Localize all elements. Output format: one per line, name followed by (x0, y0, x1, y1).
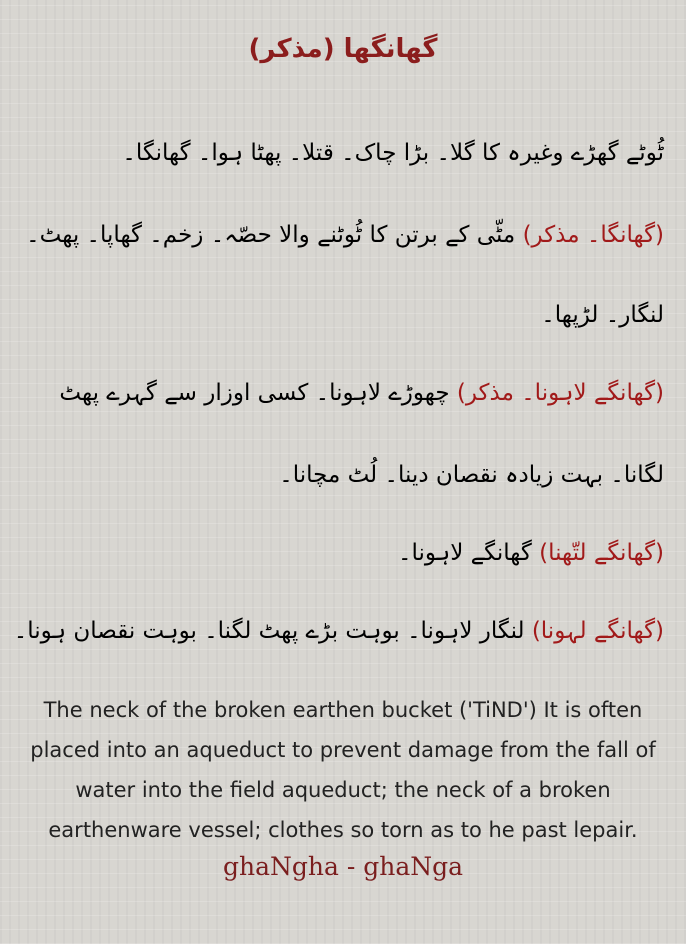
variant-label: (گھانگا۔ مذکر) (522, 222, 664, 248)
urdu-definition-line-2 (26, 222, 664, 248)
variant-label: (گھانگے لاہونا۔ مذکر) (456, 380, 664, 406)
urdu-definition-line-4 (59, 380, 664, 406)
urdu-definition-line-6 (398, 540, 664, 566)
definition-text: چھوڑے لاہونا۔ کسی اوزار سے گہرے پھٹ (59, 380, 450, 406)
urdu-definition-line-5 (279, 462, 664, 488)
urdu-definition-line-3 (541, 302, 664, 328)
entry-title: گھانگھا (مذکر) (248, 34, 438, 64)
variant-label: (گھانگے لہونا) (531, 618, 664, 644)
definition-text: لگانا۔ بہت زیادہ نقصان دینا۔ لُٹ مچانا۔ (279, 462, 664, 488)
urdu-definition-line-1 (122, 140, 664, 166)
definition-text: گھانگے لاہونا۔ (397, 540, 532, 566)
definition-text: ٹُوٹے گھڑے وغیرہ کا گلا۔ بڑا چاک۔ قتلا۔ پھٹا ہوا۔ گھانگا۔ (122, 140, 664, 166)
romanized-headword: ghaNgha - ghaNga (222, 852, 464, 881)
definition-text: مٹّی کے برتن کا ٹُوٹنے والا حصّہ۔ زخم۔ گھاپا۔ پھٹ۔ (26, 222, 516, 248)
english-definition: The neck of the broken earthen bucket ('TiND') It is often placed into an aqueduct to prevent damage from the fall of water into the field aqueduct; the neck of a broken earthenware vessel; clothes so torn as to he past lepair. (30, 698, 656, 842)
variant-label: (گھانگے لتّھنا) (539, 540, 664, 566)
definition-text: لنگار۔ لڑپھا۔ (541, 302, 664, 328)
definition-text: لنگار لاہونا۔ بوہت بڑے پھٹ لگنا۔ بوہت نقصان ہونا۔ (13, 618, 525, 644)
urdu-definition-line-7 (14, 618, 664, 644)
